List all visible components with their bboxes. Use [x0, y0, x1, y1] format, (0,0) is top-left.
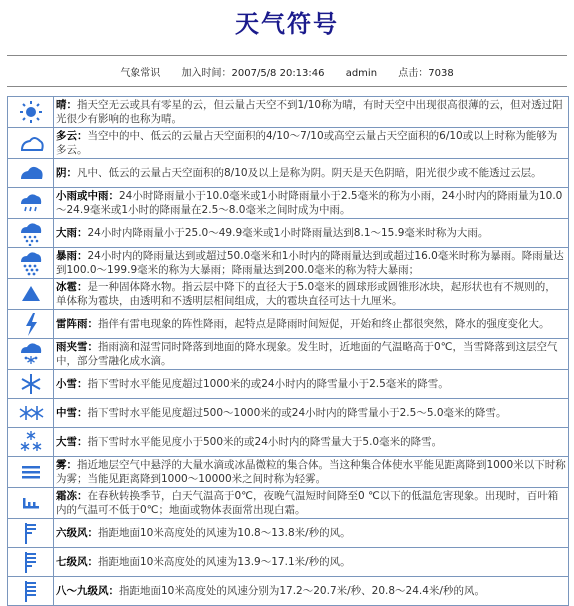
symbol-row — [8, 97, 569, 128]
symbol-description-cell — [54, 457, 569, 488]
symbol-row — [8, 339, 569, 370]
symbol-description-cell — [54, 577, 569, 606]
symbol-description: 是一种固体降水物。指云层中降下的直径大于5.0毫米的圆球形或圆锥形冰块，起形状也有不规则的，单体称为雹块，由透明和不透明层相间组成，大的雹块直径可达十九厘米。 — [56, 281, 556, 307]
article-meta — [0, 64, 574, 79]
symbol-row — [8, 548, 569, 577]
symbol-description: 指下雪时水平能见度超过1000米的或24小时内的降雪量小于2.5毫米的降雪。 — [87, 378, 449, 390]
frost-icon — [18, 490, 44, 516]
symbol-icon-cell — [8, 279, 54, 310]
wind-force-6-icon — [18, 520, 44, 546]
symbol-description-cell — [54, 188, 569, 219]
title-divider — [7, 55, 567, 56]
symbol-icon-cell — [8, 548, 54, 577]
symbol-description: 指下雪时水平能见度小于500米的或24小时内的降雪量大于5.0毫米的降雪。 — [87, 436, 443, 448]
symbol-icon-cell — [8, 428, 54, 457]
symbol-description: 指距地面10米高度处的风速分别为17.2～20.7米/秒、20.8～24.4米/秒的风。 — [119, 585, 485, 597]
wind-force-8-9-icon — [18, 578, 44, 604]
symbol-name: 阴： — [56, 167, 77, 179]
symbol-description-cell — [54, 159, 569, 188]
symbol-name: 晴： — [56, 99, 77, 111]
symbol-icon-cell — [8, 399, 54, 428]
weather-symbol-table — [7, 96, 569, 606]
symbol-description-cell — [54, 548, 569, 577]
partly-cloudy-icon — [18, 130, 44, 156]
symbol-name: 八～九级风： — [56, 585, 119, 597]
symbol-row — [8, 128, 569, 159]
symbol-name: 雾： — [56, 459, 77, 471]
symbol-icon-cell — [8, 519, 54, 548]
symbol-icon-cell — [8, 488, 54, 519]
symbol-description: 24小时内降雨量小于25.0～49.9毫米或1小时降雨量达到8.1～15.9毫米时称为大雨。 — [87, 227, 489, 239]
symbol-description-cell — [54, 248, 569, 279]
symbol-row — [8, 279, 569, 310]
symbol-description-cell — [54, 219, 569, 248]
symbol-name: 雷阵雨： — [56, 318, 98, 330]
symbol-row — [8, 159, 569, 188]
symbol-description: 24小时内的降雨量达到或超过50.0毫米和1小时内的降雨量达到或超过16.0毫米时称为暴雨。降雨量达到100.0～199.9毫米的称为大暴雨；降雨量达到200.0毫米的称为特大暴雨； — [56, 250, 564, 276]
page-title: 天气符号 — [235, 9, 339, 38]
symbol-description-cell — [54, 97, 569, 128]
symbol-description: 凡中、低云的云量占天空面积的8/10及以上是称为阴。阴天是天色阴暗，阳光很少或不能透过云层。 — [77, 167, 542, 179]
overcast-icon — [18, 160, 44, 186]
symbol-name: 暴雨： — [56, 250, 88, 262]
symbol-name: 霜冻： — [56, 490, 88, 502]
symbol-icon-cell — [8, 97, 54, 128]
symbol-icon-cell — [8, 339, 54, 370]
wind-force-7-icon — [18, 549, 44, 575]
symbol-description: 指近地层空气中悬浮的大量水滴或冰晶微粒的集合体。当这种集合体使水平能见距离降到1000米以下时称为雾；当能见距离降到1000～10000米之间时称为轻雾。 — [56, 459, 566, 485]
heavy-snow-icon — [18, 429, 44, 455]
symbol-name: 小雪： — [56, 378, 88, 390]
symbol-icon-cell — [8, 248, 54, 279]
meta-clicks: 点击：7038 — [398, 68, 454, 79]
symbol-row — [8, 457, 569, 488]
meta-divider — [7, 86, 567, 87]
fog-icon — [18, 459, 44, 485]
symbol-name: 六级风： — [56, 527, 98, 539]
symbol-description-cell — [54, 428, 569, 457]
symbol-name: 雨夹雪： — [56, 341, 98, 353]
symbol-description-cell — [54, 339, 569, 370]
symbol-row — [8, 488, 569, 519]
thunder-shower-icon — [18, 311, 44, 337]
symbol-name: 大雪： — [56, 436, 88, 448]
symbol-icon-cell — [8, 310, 54, 339]
symbol-row — [8, 428, 569, 457]
symbol-description: 在春秋转换季节，白天气温高于0℃，夜晚气温短时间降至0 ℃以下的低温危害现象。出现时，百叶箱内的气温可不低于0℃；地面或物体表面常出现白霜。 — [56, 490, 559, 516]
symbol-description-cell — [54, 519, 569, 548]
symbol-icon-cell — [8, 219, 54, 248]
symbol-description-cell — [54, 399, 569, 428]
symbol-description: 指距地面10米高度处的风速为10.8～13.8米/秒的风。 — [98, 527, 351, 539]
symbol-name: 小雨或中雨： — [56, 190, 119, 202]
symbol-description-cell — [54, 310, 569, 339]
sleet-icon — [18, 341, 44, 367]
hail-icon — [18, 281, 44, 307]
symbol-row — [8, 399, 569, 428]
symbol-icon-cell — [8, 457, 54, 488]
symbol-description-cell — [54, 128, 569, 159]
symbol-icon-cell — [8, 188, 54, 219]
symbol-row — [8, 188, 569, 219]
light-rain-icon — [18, 190, 44, 216]
light-snow-icon — [18, 371, 44, 397]
symbol-description: 24小时降雨量小于10.0毫米或1小时降雨量小于2.5毫米的称为小雨，24小时内的降雨量为10.0～24.9毫米或1小时的降雨量在2.5～8.0毫米之间时成为中雨。 — [56, 190, 563, 216]
symbol-name: 多云： — [56, 130, 88, 142]
symbol-row — [8, 219, 569, 248]
symbol-description: 指距地面10米高度处的风速为13.9～17.1米/秒的风。 — [98, 556, 351, 568]
symbol-name: 七级风： — [56, 556, 98, 568]
symbol-row — [8, 577, 569, 606]
symbol-icon-cell — [8, 128, 54, 159]
symbol-description-cell — [54, 279, 569, 310]
symbol-description: 当空中的中、低云的云量占天空面积的4/10～7/10或高空云量占天空面积的6/10或以上时称为能够为多云。 — [56, 130, 558, 156]
symbol-description-cell — [54, 488, 569, 519]
symbol-row — [8, 310, 569, 339]
symbol-description: 指伴有雷电现象的阵性降雨，起特点是降雨时间短促，开始和终止都很突然，降水的强度变化大。 — [98, 318, 550, 330]
symbol-name: 大雨： — [56, 227, 88, 239]
moderate-snow-icon — [18, 400, 44, 426]
meta-author[interactable]: admin — [345, 68, 378, 79]
rainstorm-icon — [18, 250, 44, 276]
symbol-icon-cell — [8, 577, 54, 606]
symbol-row — [8, 370, 569, 399]
symbol-description: 指下雪时水平能见度超过500～1000米的或24小时内的降雪量小于2.5～5.0毫米的降雪。 — [87, 407, 507, 419]
symbol-icon-cell — [8, 159, 54, 188]
symbol-icon-cell — [8, 370, 54, 399]
heavy-rain-icon — [18, 220, 44, 246]
symbol-description: 指天空无云或具有零星的云，但云量占天空不到1/10称为晴，有时天空中出现很高很薄的云，但对透过阳光很少有影响的也称为晴。 — [56, 99, 563, 125]
meta-added-time: 加入时间：2007/5/8 20:13:46 — [181, 68, 325, 79]
symbol-description-cell — [54, 370, 569, 399]
symbol-description: 指雨滴和湿雪同时降落到地面的降水现象。发生时，近地面的气温略高于0℃，当雪降落到这层空气中，部分雪融化成水滴。 — [56, 341, 558, 367]
meta-category[interactable]: 气象常识 — [120, 68, 161, 79]
symbol-row — [8, 519, 569, 548]
symbol-name: 中雪： — [56, 407, 88, 419]
symbol-name: 冰雹： — [56, 281, 88, 293]
sun-icon — [18, 99, 44, 125]
symbol-row — [8, 248, 569, 279]
